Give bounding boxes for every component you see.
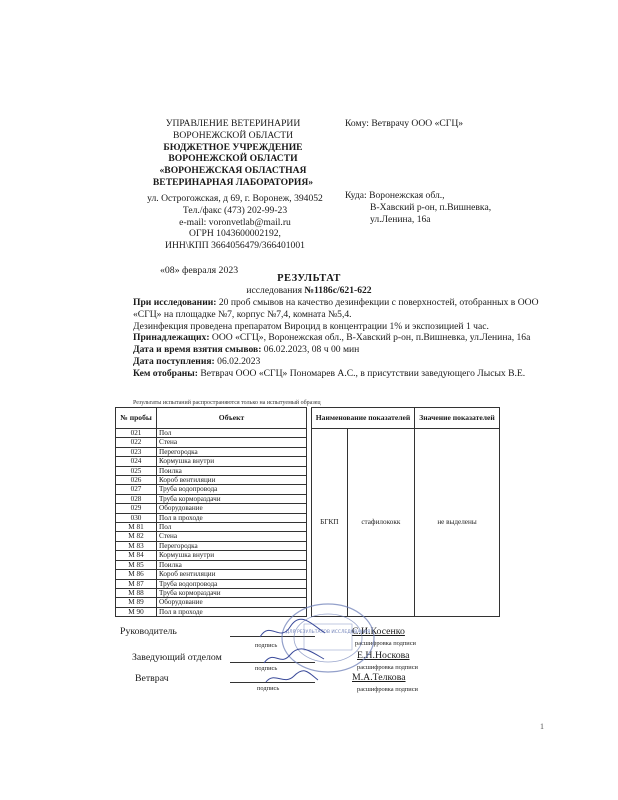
sample-number-cell: M 86 [116, 570, 157, 579]
sender-line: БЮДЖЕТНОЕ УЧРЕЖДЕНИЕ [163, 141, 303, 153]
sample-number-cell: 022 [116, 438, 157, 447]
vet-role: Ветврач [135, 673, 169, 684]
object-cell: Кормушка внутри [157, 457, 307, 466]
by-label: Кем отобраны: [133, 367, 198, 379]
sender-address-block [122, 193, 348, 252]
object-cell: Труба кормораздачи [157, 588, 307, 597]
sample-number-cell: M 89 [116, 598, 157, 607]
research-paragraph [133, 297, 553, 321]
sample-number-cell: M 88 [116, 588, 157, 597]
object-cell: Поилка [157, 466, 307, 475]
table-header-row [116, 408, 500, 429]
sample-number-cell: M 81 [116, 523, 157, 532]
dept-name: Е.Н.Носкова [357, 650, 410, 661]
object-cell: Короб вентиляции [157, 570, 307, 579]
object-cell: Пол [157, 429, 307, 438]
indicator2-cell: стафилококк [347, 429, 414, 617]
owner-paragraph [133, 332, 553, 344]
taken-paragraph [133, 344, 553, 356]
recipient-where-line: ул.Ленина, 16а [370, 213, 431, 225]
taken-label: Дата и время взятия смывов: [133, 344, 262, 356]
head-sign-caption: подпись [255, 642, 278, 649]
head-decode-caption: расшифровка подписи [355, 640, 416, 647]
object-cell: Короб вентиляции [157, 476, 307, 485]
object-cell: Труба водопровода [157, 579, 307, 588]
received-label: Дата поступления: [133, 355, 215, 367]
header-sample-number: № пробы [116, 408, 157, 429]
header-indicator-value: Значение показателей [415, 408, 500, 429]
vet-sign-caption: подпись [257, 685, 280, 692]
recipient-address [345, 190, 491, 225]
dept-sign-caption: подпись [255, 665, 278, 672]
object-cell: Пол в проходе [157, 607, 307, 616]
sample-number-cell: 024 [116, 457, 157, 466]
sample-number-cell: M 82 [116, 532, 157, 541]
vet-name: М.А.Телкова [352, 672, 406, 683]
object-cell: Стена [157, 532, 307, 541]
sample-number-cell: M 90 [116, 607, 157, 616]
page-number: 1 [540, 722, 544, 731]
research-text: 20 проб смывов на качество дезинфекции с поверхностей, отобранных в ООО «СГЦ» на площадке №7, корпус №7,4, комната №5,4. [133, 297, 539, 320]
object-cell: Поилка [157, 560, 307, 569]
value-cell: не выделены [415, 429, 500, 617]
sample-number-cell: M 83 [116, 541, 157, 550]
sample-number-cell: M 87 [116, 579, 157, 588]
sender-phone: Тел./факс (473) 202-99-23 [182, 204, 288, 216]
object-cell: Кормушка внутри [157, 551, 307, 560]
sender-line: УПРАВЛЕНИЕ ВЕТЕРИНАРИИ [165, 118, 301, 129]
head-role: Руководитель [120, 626, 177, 637]
sender-email: e-mail: voronvetlab@mail.ru [179, 216, 291, 228]
object-cell: Пол [157, 523, 307, 532]
sample-number-cell: 029 [116, 504, 157, 513]
subtitle-prefix: исследования [246, 285, 305, 296]
recipient-where-line: Куда: Воронежская обл., [345, 190, 445, 201]
by-text: Ветврач ООО «СГЦ» Пономарев А.С., в присутствии заведующего Лысых В.Е. [197, 367, 526, 379]
document-subtitle [0, 285, 618, 296]
vet-decode-caption: расшифровка подписи [357, 686, 418, 693]
object-cell: Пол в проходе [157, 513, 307, 522]
subtitle-number: №1186с/621-622 [304, 285, 372, 296]
object-cell: Стена [157, 438, 307, 447]
sender-line: ВЕТЕРИНАРНАЯ ЛАБОРАТОРИЯ» [152, 176, 314, 188]
sender-block [118, 118, 348, 189]
vet-signature [262, 668, 322, 688]
recipient-to: Кому: Ветврачу ООО «СГЦ» [345, 118, 464, 129]
object-cell: Перегородка [157, 541, 307, 550]
sender-line: «ВОРОНЕЖСКАЯ ОБЛАСТНАЯ [159, 165, 307, 177]
object-cell: Труба кормораздачи [157, 494, 307, 503]
sender-ogrn: ОГРН 1043600002192, [189, 228, 281, 240]
disinfection-paragraph: Дезинфекция проведена препаратом Вироцид в концентрации 1% и экспозицией 1 час. [133, 320, 489, 332]
sample-number-cell: 023 [116, 447, 157, 456]
indicator-cell: БГКП [312, 429, 348, 617]
table-body [116, 429, 500, 617]
document-date: «08» февраля 2023 [160, 265, 239, 276]
document-body [133, 297, 553, 380]
results-table [115, 407, 500, 617]
dept-signature [260, 645, 330, 670]
table-row [116, 429, 500, 438]
object-cell: Перегородка [157, 447, 307, 456]
sender-line: ВОРОНЕЖСКОЙ ОБЛАСТИ [172, 129, 293, 141]
header-indicator-name: Наименование показателей [312, 408, 415, 429]
head-signature [255, 615, 335, 645]
received-paragraph [133, 356, 553, 368]
taken-text: 06.02.2023, 08 ч 00 мин [261, 344, 360, 356]
sender-line: ВОРОНЕЖСКОЙ ОБЛАСТИ [168, 153, 298, 165]
results-note: Результаты испытаний распространяются только на испытуемый образец [133, 400, 321, 406]
sample-number-cell: M 84 [116, 551, 157, 560]
sample-number-cell: 025 [116, 466, 157, 475]
received-text: 06.02.2023 [214, 355, 261, 367]
document-title: РЕЗУЛЬТАТ [277, 273, 341, 284]
by-paragraph [133, 368, 553, 380]
sample-number-cell: 027 [116, 485, 157, 494]
owner-text: ООО «СГЦ», Воронежская обл., В-Хавский р-он, п.Вишневка, ул.Ленина, 16а [209, 332, 531, 344]
sample-number-cell: 028 [116, 494, 157, 503]
object-cell: Оборудование [157, 504, 307, 513]
dept-role: Заведующий отделом [132, 652, 222, 663]
sample-number-cell: 026 [116, 476, 157, 485]
header-object: Объект [157, 408, 307, 429]
object-cell: Оборудование [157, 598, 307, 607]
owner-label: Принадлежащих: [133, 332, 210, 344]
sender-inn: ИНН\КПП 3664056479/366401001 [165, 240, 305, 252]
stamp-text: ДЛЯ РЕЗУЛЬТАТОВ ИССЛЕДОВАНИЯ [285, 630, 371, 635]
dept-decode-caption: расшифровка подписи [357, 664, 418, 671]
sample-number-cell: 021 [116, 429, 157, 438]
research-label: При исследовании: [133, 297, 217, 308]
sample-number-cell: M 85 [116, 560, 157, 569]
object-cell: Труба водопровода [157, 485, 307, 494]
sample-number-cell: 030 [116, 513, 157, 522]
head-name: С.И.Косенко [352, 626, 405, 637]
recipient-where-line: В-Хавский р-он, п.Вишневка, [370, 201, 492, 213]
sender-address: ул. Острогожская, д 69, г. Воронеж, 394052 [147, 193, 323, 204]
